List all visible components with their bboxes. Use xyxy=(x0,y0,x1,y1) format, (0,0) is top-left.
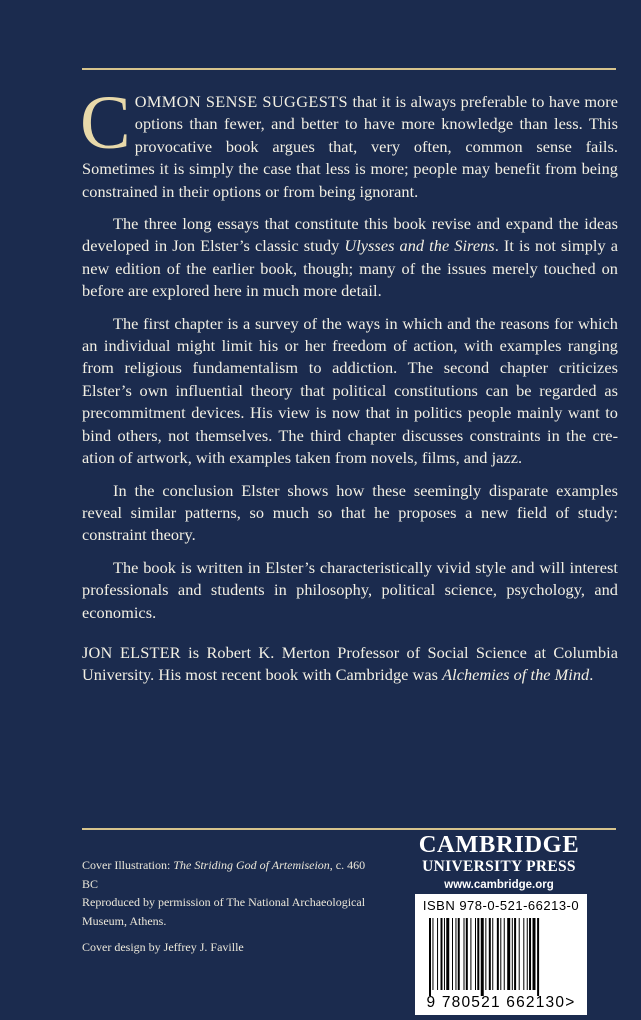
barcode-bar xyxy=(466,918,468,990)
barcode-bar xyxy=(477,918,479,990)
barcode-bar xyxy=(507,918,510,990)
author-bio xyxy=(82,642,618,687)
barcode-bar xyxy=(452,918,453,990)
top-divider-rule xyxy=(82,68,616,70)
barcode-bar xyxy=(444,918,445,990)
cover-illustration-title: The Striding God of Artemiseion xyxy=(173,858,330,872)
book-description xyxy=(80,81,618,697)
opening-smallcaps: OMMON SENSE SUGGESTS xyxy=(134,92,348,111)
barcode-bar xyxy=(464,918,465,990)
author-bio-text-a: is Robert K. Merton Professor of Social Science at Columbia University. His most recent book with Cambridge was xyxy=(82,642,618,685)
barcode-bar xyxy=(523,918,524,990)
cover-design-credit: Cover design by Jeffrey J. Faville xyxy=(82,940,244,954)
barcode-bar xyxy=(481,918,484,996)
barcode-bar xyxy=(504,918,505,990)
cover-credits xyxy=(82,856,382,957)
barcode-bar xyxy=(432,918,433,990)
cover-illustration-label: Cover Illustration: xyxy=(82,858,174,872)
barcode-bar xyxy=(497,918,499,990)
barcode-bar xyxy=(485,918,486,990)
barcode-number: 9 780521 662130 xyxy=(426,994,566,1011)
barcode-bar xyxy=(429,918,431,996)
barcode-bar xyxy=(470,918,471,990)
book-title-alchemies: Alchemies of the Mind xyxy=(442,665,590,685)
description-paragraph-2 xyxy=(82,213,618,303)
barcode-addon-mark: > xyxy=(565,994,576,1011)
description-paragraph-3: The first chapter is a survey of the ways in which and the reasons for which an individual might limit his or her freedom of action, with examples ranging from religious fundamentalism to addiction. The second chapter criticizes Elster’s own influential theory that political constitutions can be regarded as precommitment devices. His view is now that in politics people mainly want to bind others, not themselves. The third chapter discusses constraints in the creation of artwork, with examples taken from novels, films, and jazz. xyxy=(82,313,618,468)
paragraph-2-text-b: . It is not simply a new edition of the earlier book, though; many of the issues merely touched on before are explored here in much more detail. xyxy=(82,236,618,301)
barcode-bar xyxy=(500,918,501,990)
isbn-barcode xyxy=(415,894,587,1015)
barcode-bar xyxy=(529,918,531,990)
paragraph-2-text-a: The three long essays that constitute this book revise and expand the ideas developed in Jon Elster’s classic study xyxy=(82,214,618,256)
publisher-press: UNIVERSITY PRESS xyxy=(422,858,576,875)
barcode-bar xyxy=(455,918,456,990)
author-bio-text-b: . xyxy=(589,665,594,685)
barcode-bar xyxy=(492,918,493,990)
description-paragraph-1 xyxy=(80,81,618,203)
description-paragraph-4: In the conclusion Elster shows how these seemingly disparate examples reveal similar patterns, so much so that he proposes a new field of study: constraint theory. xyxy=(82,480,618,545)
publisher-url: www.cambridge.org xyxy=(444,879,554,891)
description-paragraph-5: The book is written in Elster’s characteristically vivid style and will interest professionals and students in philosophy, political science, psychology, and economics. xyxy=(82,557,618,622)
bottom-divider-rule xyxy=(82,828,616,830)
barcode-bar xyxy=(537,918,539,996)
author-name: JON ELSTER xyxy=(82,642,181,662)
barcode-bar xyxy=(519,918,520,990)
cover-illustration-credit xyxy=(82,856,382,893)
barcode-bar xyxy=(527,918,528,990)
barcode-bar xyxy=(475,918,476,990)
barcode-bar xyxy=(458,918,460,990)
publisher-name: CAMBRIDGE xyxy=(418,831,580,858)
cover-illustration-date: , c. 460 BC xyxy=(82,858,366,891)
barcode-digits xyxy=(415,994,587,1012)
barcode-bar xyxy=(441,918,443,990)
barcode-bar xyxy=(533,918,536,990)
paragraph-1-text: that it is always preferable to have more options than fewer, and better to have more knowledge than less. This provocative book argues that, very often, common sense fails. Sometimes it is simply the case that less is more; people may benefit from being constrained in their options or from being ignorant. xyxy=(82,92,618,201)
reproduction-credit: Reproduced by permission of The National Archaeological Museum, Athens. xyxy=(82,895,366,928)
isbn-text: ISBN 978-0-521-66213-0 xyxy=(422,898,580,913)
barcode-bar xyxy=(514,918,516,990)
drop-cap: C xyxy=(80,81,131,165)
barcode-bar xyxy=(489,918,491,990)
barcode-bar xyxy=(512,918,513,990)
barcode-bar xyxy=(437,918,438,990)
publisher-logo xyxy=(414,832,584,894)
book-title-ulysses: Ulysses and the Sirens xyxy=(344,236,495,256)
barcode-bar xyxy=(446,918,449,990)
